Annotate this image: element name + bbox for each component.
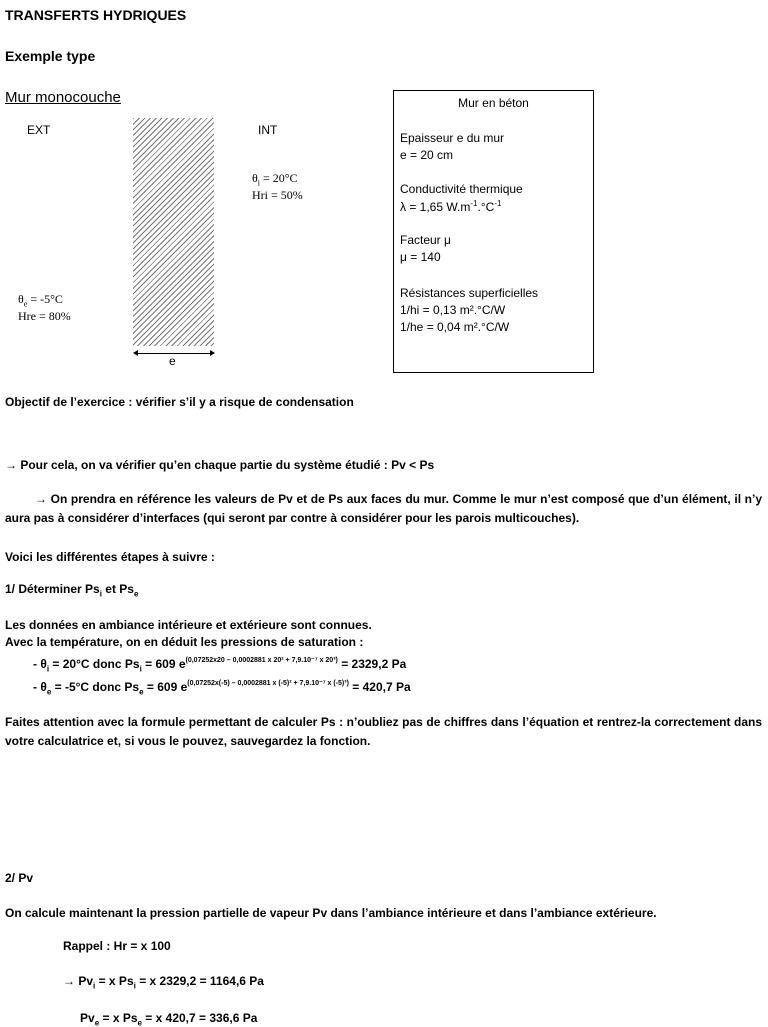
steps-intro: Voici les différentes étapes à suivre : [5,550,215,564]
thickness-arrow-right-head [210,350,215,356]
pv-exterior: $Pv_e = x$ $Ps_e = x$ 420,7 = 336,6 Pa [80,1011,258,1027]
exterior-humidity: Hre = 80% [18,309,71,323]
exterior-temperature: $\theta_e = -5^\circ C$ [18,292,63,309]
conductivity-value: λ = 1,65 $W.m^{-1}.^\circ C^{-1}$ [400,199,502,214]
mu-value: μ = 140 [400,250,441,264]
section-heading: Mur monocouche [5,89,121,106]
thickness-label: e [169,354,176,368]
attention-paragraph: Faites attention avec la formule permettant de calculer Ps : n’oubliez pas de chiffres dans l’équation et rentrez-la correctement dans votre calculatrice et, si vous le pouvez, sauvegardez la fonction. [5,715,762,748]
box-title: Mur en béton [458,96,529,110]
check-line: → Pour cela, on va vérifier qu’en chaque partie du système étudié : Pv < Ps [5,458,435,472]
conductivity-title: Conductivité thermique [400,182,523,196]
pv-interior: → $Pv_i = x$ $Ps_i = x$ 2329,2 = 1164,6 Pa [63,974,264,991]
document-title: TRANSFERTS HYDRIQUES [5,7,187,23]
thickness-title: Epaisseur e du mur [400,131,505,145]
equation-exterior: - $\theta_e = -5^\circ C$ donc $Ps_e = 609$ $e^{(0,07252x(-5) - 0,0002881 x (-5)^2 + 7,9.10^{-7} x (-5)^3)} = 420,7$ Pa [33,680,411,697]
thickness-value: e = 20 cm [400,148,454,162]
resistance-he: 1/he = 0,04 m².°C/W [400,320,510,334]
resistance-title: Résistances superficielles [400,286,539,300]
rappel-formula: Rappel : Hr = x 100 [63,939,171,953]
ext-label: EXT [27,123,51,137]
resistance-hi: 1/hi = 0,13 m².°C/W [400,303,506,317]
known-data-text: Les données en ambiance intérieure et extérieure sont connues. [5,618,372,632]
wall-properties-box [393,90,594,373]
interior-humidity: Hri = 50% [252,188,303,202]
int-label: INT [258,123,278,137]
step1-heading: 1/ Déterminer $Ps_i$ et $Ps_e$ [5,582,139,599]
equation-interior: - $\theta_i = 20^\circ C$ donc $Ps_i = 609$ $e^{(0,07252x20 - 0,0002881 x 20^2 + 7,9.10^{-7} x 20^3)} = 2329,2$ Pa [33,657,407,674]
objective-text: Objectif de l’exercice : vérifier s’il y a risque de condensation [5,395,354,409]
deduce-text: Avec la température, on en déduit les pressions de saturation : [5,635,364,649]
thickness-arrow-left-head [133,350,138,356]
interior-temperature: $\theta_i = 20^\circ C$ [252,171,298,188]
reference-paragraph: → On prendra en référence les valeurs de Pv et de Ps aux faces du mur. Comme le mur n’est composé que d’un élément, il n’y aura pas à considérer d’interfaces (qui seront par contre à considérer pour les parois multicouches). [5,492,762,525]
document-subtitle: Exemple type [5,48,96,64]
step2-heading: 2/ Pv [5,871,34,885]
mu-title: Facteur μ [400,233,451,247]
pv-intro: On calcule maintenant la pression partielle de vapeur Pv dans l’ambiance intérieure et dans l’ambiance extérieure. [5,906,657,920]
wall-hatching [133,118,214,346]
